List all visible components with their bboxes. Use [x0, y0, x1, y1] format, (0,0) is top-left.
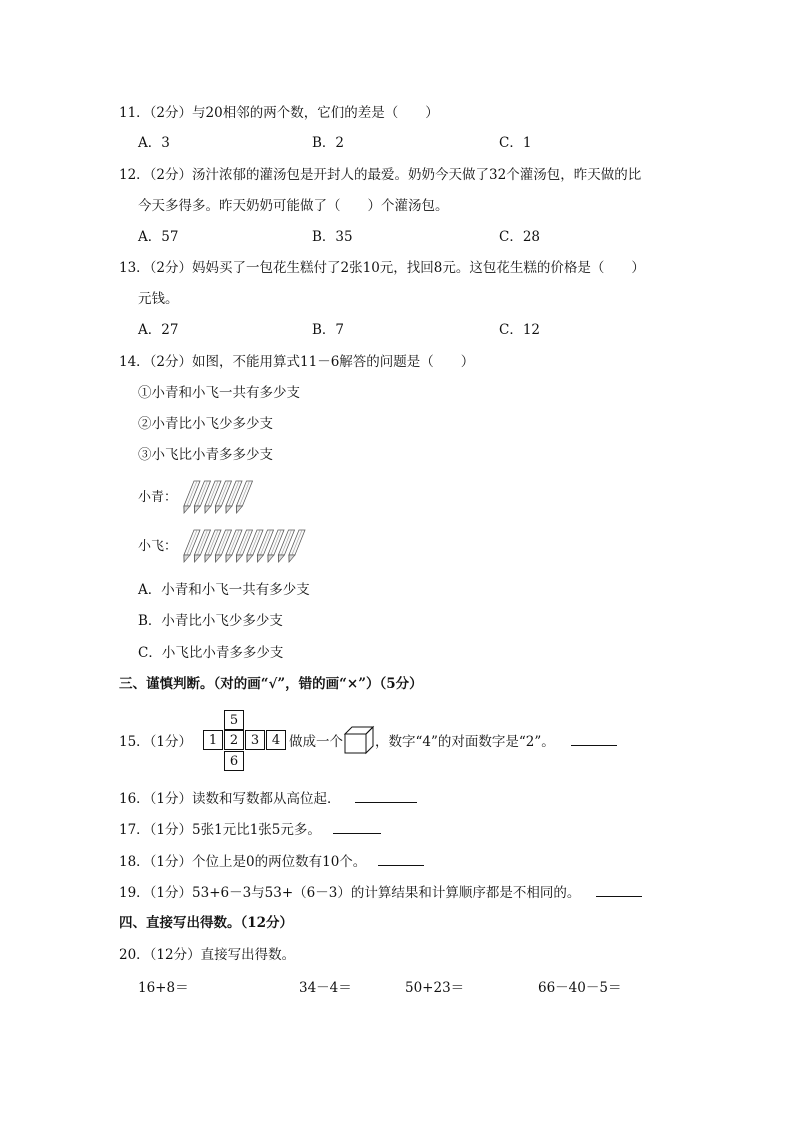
q12-stem-line2: 今天多得多。昨天奶奶可能做了（ ）个灌汤包。: [138, 198, 449, 214]
q12-option-a: A．57: [138, 229, 179, 245]
net-cell-1: 1: [203, 730, 223, 750]
q15-answer-blank[interactable]: [571, 733, 617, 746]
q12-stem-line1: 12．（2分）汤汁浓郁的灌汤包是开封人的最爱。奶奶今天做了32个灌汤包，昨天做的比: [119, 167, 642, 183]
q14-statement-1: ①小青和小飞一共有多少支: [138, 385, 300, 401]
q15-suffix-row: [375, 733, 617, 751]
q13-option-c: C．12: [499, 322, 541, 338]
q12-option-b: B．35: [312, 229, 353, 245]
q15-prefix: 15．（1分）: [119, 734, 193, 750]
cube-icon: [343, 725, 375, 755]
q18-stem: 18．（1分）个位上是0的两位数有10个。: [119, 854, 367, 870]
xiaofei-pencils: [178, 528, 308, 564]
q14-option-b: B．小青比小飞少多少支: [138, 613, 283, 629]
net-cell-3: 3: [245, 730, 265, 750]
q12-option-c: C．28: [499, 229, 541, 245]
q20-item-3: 50+23＝: [405, 980, 465, 996]
q11-stem: 11．（2分）与20相邻的两个数，它们的差是（ ）: [119, 105, 439, 121]
net-cell-top: 5: [224, 710, 244, 730]
q20-stem: 20．（12分）直接写出得数。: [119, 947, 296, 963]
label-xiaofei: 小飞：: [138, 539, 178, 554]
q19-row: [119, 884, 642, 902]
q17-row: [119, 821, 381, 839]
q14-stem: 14．（2分）如图，不能用算式11－6解答的问题是（ ）: [119, 354, 475, 370]
q14-option-c: C．小飞比小青多多少支: [138, 645, 284, 661]
net-cell-bottom: 6: [224, 751, 244, 771]
q20-item-1: 16+8＝: [138, 980, 189, 996]
q14-option-a: A．小青和小飞一共有多少支: [138, 582, 310, 598]
label-xiaoqing: 小青：: [138, 490, 178, 505]
q13-stem-line1: 13．（2分）妈妈买了一包花生糕付了2张10元，找回8元。这包花生糕的价格是（ ）: [119, 260, 645, 276]
q17-answer-blank[interactable]: [333, 821, 381, 834]
q19-answer-blank[interactable]: [596, 884, 642, 897]
q11-option-a: A．3: [138, 135, 170, 151]
q11-option-c: C．1: [499, 135, 532, 151]
q20-item-4: 66－40－5＝: [538, 980, 622, 996]
q16-row: [119, 790, 417, 808]
section3-title: 三、谨慎判断。（对的画“√”，错的画“×”）（5分）: [119, 676, 423, 692]
net-cell-2: 2: [224, 730, 244, 750]
q16-answer-blank[interactable]: [355, 790, 417, 803]
q15-suffix: ，数字“4”的对面数字是“2”。: [375, 734, 555, 750]
q13-stem-line2: 元钱。: [138, 291, 179, 307]
q16-stem: 16．（1分）读数和写数都从高位起．: [119, 791, 341, 807]
q14-statement-2: ②小青比小飞少多少支: [138, 416, 273, 432]
section4-title: 四、直接写出得数。（12分）: [119, 915, 294, 931]
q17-stem: 17．（1分）5张1元比1张5元多。: [119, 822, 321, 838]
q14-statement-3: ③小飞比小青多多少支: [138, 447, 273, 463]
q13-option-b: B．7: [312, 322, 345, 338]
q15-middle: 做成一个: [289, 734, 343, 750]
net-cell-4: 4: [266, 730, 286, 750]
q20-item-2: 34－4＝: [299, 980, 352, 996]
q18-row: [119, 853, 424, 871]
xiaoqing-pencils: [178, 479, 258, 515]
q11-option-b: B．2: [312, 135, 345, 151]
q19-stem: 19．（1分）53+6－3与53+（6－3）的计算结果和计算顺序都是不相同的。: [119, 885, 581, 901]
q13-option-a: A．27: [138, 322, 179, 338]
q18-answer-blank[interactable]: [378, 853, 424, 866]
